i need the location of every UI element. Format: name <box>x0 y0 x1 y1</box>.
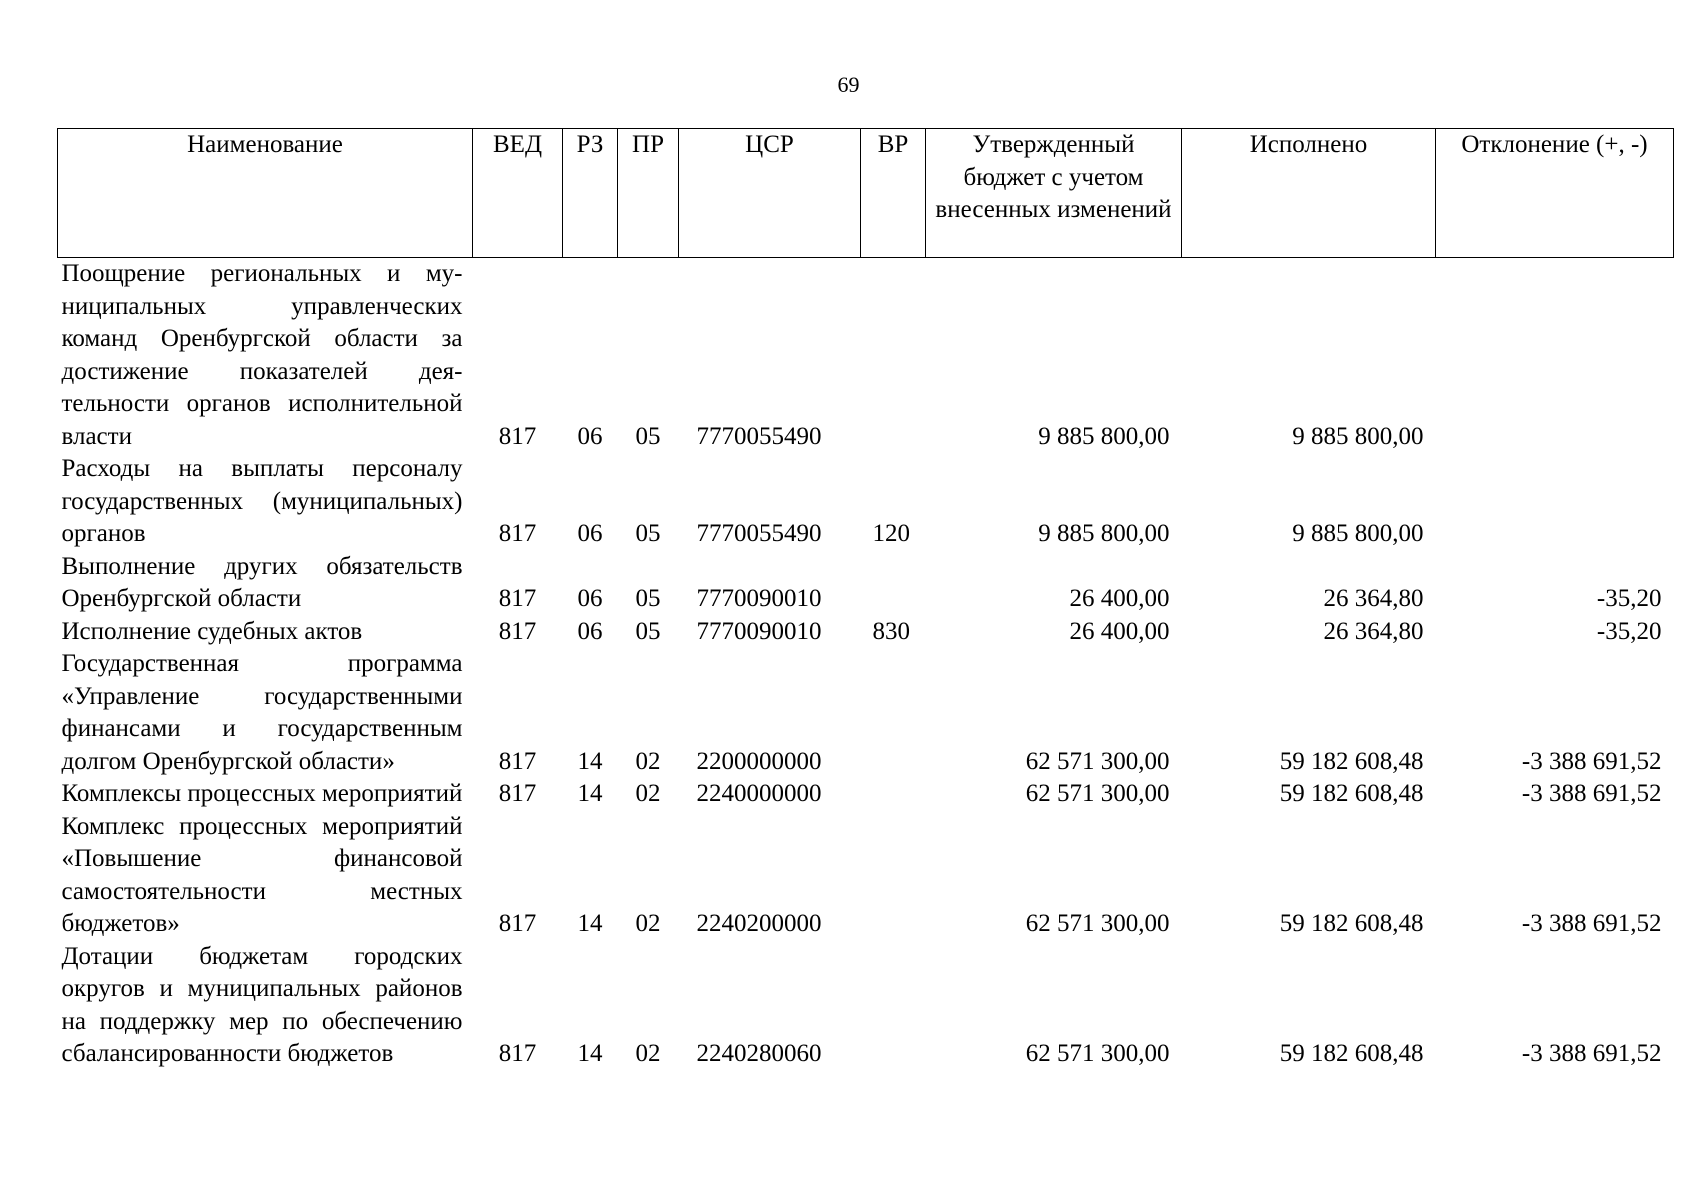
row-pr: 02 <box>635 747 661 775</box>
table-row <box>58 453 1674 551</box>
row-executed: 9 885 800,00 <box>1292 520 1424 547</box>
row-ved: 817 <box>498 1040 537 1067</box>
row-vr: 830 <box>872 617 910 645</box>
row-name: Дотации бюджетам городских округов и муниципальных районов на поддержку мер по обеспечению сбалансированности бюджетов <box>61 942 463 1067</box>
row-approved: 62 571 300,00 <box>1025 780 1170 807</box>
table-row <box>58 551 1674 616</box>
row-executed: 59 182 608,48 <box>1279 910 1424 937</box>
row-ved: 817 <box>498 910 537 937</box>
row-ved: 817 <box>498 780 537 807</box>
row-approved: 62 571 300,00 <box>1025 910 1170 937</box>
row-executed: 59 182 608,48 <box>1279 747 1424 775</box>
row-deviation: -3 388 691,52 <box>1521 1040 1662 1067</box>
row-deviation: -35,20 <box>1596 585 1662 612</box>
row-approved: 9 885 800,00 <box>1038 422 1170 450</box>
row-csr: 2240280060 <box>696 1040 822 1067</box>
row-name: Исполнение судебных актов <box>61 617 363 645</box>
row-rz: 06 <box>577 520 603 547</box>
header-approved: Утвержденный бюджет с учетом внесенных изменений <box>926 129 1182 258</box>
row-vr <box>861 258 926 454</box>
row-deviation: -3 388 691,52 <box>1521 747 1662 775</box>
row-pr: 02 <box>635 780 661 807</box>
row-rz: 06 <box>577 422 603 450</box>
row-pr: 05 <box>635 617 661 645</box>
row-pr: 02 <box>635 1040 661 1067</box>
row-name: Государственная программа «Управление государственными финансами и государственным долгом Оренбургской области» <box>61 650 463 775</box>
row-vr <box>861 941 926 1071</box>
row-rz: 14 <box>577 910 603 937</box>
row-ved: 817 <box>498 617 537 645</box>
header-executed: Исполнено <box>1182 129 1436 258</box>
row-approved: 62 571 300,00 <box>1025 1040 1170 1067</box>
row-name: Комплексы процессных мероприятий <box>61 780 463 807</box>
budget-table <box>57 128 1674 1071</box>
row-deviation: -3 388 691,52 <box>1521 780 1662 807</box>
row-csr: 7770055490 <box>696 520 822 547</box>
header-row <box>58 129 1674 258</box>
table-row <box>58 616 1674 649</box>
row-rz: 06 <box>577 585 603 612</box>
row-name: Поощрение региональных и муниципальных управленческих команд Оренбургской области за достижение показателей деятельности органов исполнительной власти <box>61 260 463 450</box>
row-vr <box>861 778 926 811</box>
row-pr: 02 <box>635 910 661 937</box>
row-ved: 817 <box>498 520 537 547</box>
row-ved: 817 <box>498 585 537 612</box>
row-vr <box>861 648 926 778</box>
row-ved: 817 <box>498 422 537 450</box>
header-csr: ЦСР <box>679 129 861 258</box>
table-row <box>58 648 1674 778</box>
row-csr: 7770090010 <box>696 585 822 612</box>
table-row <box>58 778 1674 811</box>
row-approved: 9 885 800,00 <box>1038 520 1170 547</box>
row-approved: 26 400,00 <box>1069 617 1170 645</box>
page-number: 69 <box>837 72 860 97</box>
row-name: Комплекс процессных мероприятий «Повышение финансовой самостоятельности местных бюджетов» <box>61 812 463 937</box>
table-row <box>58 941 1674 1071</box>
row-deviation: -3 388 691,52 <box>1521 910 1662 937</box>
row-csr: 7770055490 <box>696 422 822 450</box>
header-deviation: Отклонение (+, -) <box>1436 129 1674 258</box>
row-rz: 14 <box>577 780 603 807</box>
row-csr: 2200000000 <box>696 747 822 775</box>
row-pr: 05 <box>635 422 661 450</box>
row-approved: 26 400,00 <box>1069 585 1170 612</box>
row-rz: 06 <box>577 617 603 645</box>
row-deviation <box>1436 453 1674 551</box>
row-approved: 62 571 300,00 <box>1025 747 1170 775</box>
row-pr: 05 <box>635 520 661 547</box>
row-vr <box>861 811 926 941</box>
row-csr: 2240200000 <box>696 910 822 937</box>
row-pr: 05 <box>635 585 661 612</box>
table-header <box>58 129 1674 258</box>
header-rz: РЗ <box>563 129 618 258</box>
row-executed: 26 364,80 <box>1323 617 1424 645</box>
row-ved: 817 <box>498 747 537 775</box>
table-body <box>58 258 1674 1071</box>
row-deviation <box>1436 258 1674 454</box>
row-executed: 59 182 608,48 <box>1279 780 1424 807</box>
header-pr: ПР <box>618 129 679 258</box>
row-name: Выполнение других обязательств Оренбургской области <box>61 552 463 612</box>
row-executed: 9 885 800,00 <box>1292 422 1424 450</box>
row-name: Расходы на выплаты персоналу государственных (муниципальных) органов <box>61 455 463 547</box>
row-executed: 59 182 608,48 <box>1279 1040 1424 1067</box>
header-name: Наименование <box>58 129 473 258</box>
row-deviation: -35,20 <box>1596 617 1662 645</box>
table-row <box>58 258 1674 454</box>
row-vr <box>861 551 926 616</box>
row-rz: 14 <box>577 747 603 775</box>
row-csr: 2240000000 <box>696 780 822 807</box>
table-row <box>58 811 1674 941</box>
header-ved: ВЕД <box>473 129 563 258</box>
row-rz: 14 <box>577 1040 603 1067</box>
row-vr: 120 <box>872 520 910 547</box>
header-vr: ВР <box>861 129 926 258</box>
row-executed: 26 364,80 <box>1323 585 1424 612</box>
row-csr: 7770090010 <box>696 617 822 645</box>
